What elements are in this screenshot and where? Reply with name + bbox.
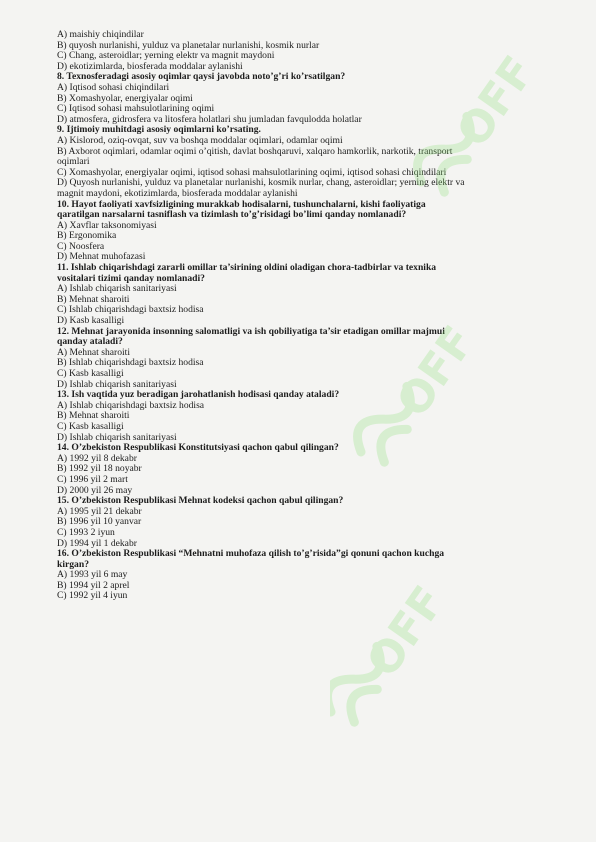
answer-line: D) Ishlab chiqarish sanitariyasi [57, 378, 177, 390]
question-line: qaratilgan narsalarni tasniflash va tizimlash to’g’risidagi bo’limi qanday nomlanadi? [57, 209, 407, 221]
answer-line: A) 1995 yil 21 dekabr [57, 505, 142, 517]
answer-line: B) 1994 yil 2 aprel [57, 579, 130, 591]
answer-line: D) 2000 yil 26 may [57, 484, 133, 496]
answer-line: D) atmosfera, gidrosfera va litosfera holatlari shu jumladan favqulodda holatlar [57, 113, 362, 125]
answer-line: D) ekotizimlarda, biosferada moddalar aylanishi [57, 60, 243, 72]
answer-line: A) Kislorod, oziq-ovqat, suv va boshqa moddalar oqimlari, odamlar oqimi [57, 134, 343, 146]
watermark-text: OFF [447, 47, 545, 157]
question-line: 12. Mehnat jarayonida insonning salomatligi va ish qobiliyatiga ta’sir etadigan omillar majmui [57, 325, 445, 337]
question-line: 16. O’zbekiston Respublikasi “Mehnatni muhofaza qilish to’g’risida”gi qonuni qachon kuchga [57, 548, 445, 560]
answer-line: A) 1993 yil 6 may [57, 569, 128, 581]
answer-line: B) 1996 yil 10 yanvar [57, 516, 142, 528]
answer-line: C) Noosfera [57, 240, 105, 252]
answer-line: B) Ishlab chiqarishdagi baxtsiz hodisa [57, 357, 204, 369]
question-line: 11. Ishlab chiqarishdagi zararli omillar ta’sirining oldini oladigan chora-tadbirlar va texnika [57, 262, 437, 274]
question-line: 13. Ish vaqtida yuz beradigan jarohatlanish hodisasi qanday ataladi? [57, 389, 340, 401]
watermark-text: OFF [357, 577, 455, 687]
answer-line: B) 1992 yil 18 noyabr [57, 463, 142, 475]
question-line: 14. O’zbekiston Respublikasi Konstitutsiyasi qachon qabul qilingan? [57, 442, 339, 454]
question-line: 15. O’zbekiston Respublikasi Mehnat kodeksi qachon qabul qilingan? [57, 495, 344, 507]
answer-line: D) Kasb kasalligi [57, 315, 125, 327]
answer-line: C) Kasb kasalligi [57, 420, 124, 432]
answer-line: B) Axborot oqimlari, odamlar oqimi o’qitish, davlat boshqaruvi, xalqaro hamkorlik, narkotik, transport [57, 145, 453, 157]
question-line: 8. Texnosferadagi asosiy oqimlar qaysi javobda noto’g’ri ko’rsatilgan? [57, 71, 346, 83]
answer-line: magnit maydoni, ekotizimlarda, biosferada moddalar aylanishi [57, 187, 298, 199]
watermark-text: OFF [387, 317, 485, 427]
answer-line: A) 1992 yil 8 dekabr [57, 452, 137, 464]
answer-line: A) Mehnat sharoiti [57, 346, 131, 358]
answer-line: C) 1992 yil 4 iyun [57, 590, 128, 602]
question-line: 9. Ijtimoiy muhitdagi asosiy oqimlarni ko’rsating. [57, 124, 261, 136]
answer-line: A) maishiy chiqindilar [57, 29, 144, 40]
watermark-symbol-icon [330, 638, 397, 726]
answer-line: A) Ishlab chiqarish sanitariyasi [57, 283, 177, 295]
question-line: 10. Hayot faoliyati xavfsizligining murakkab hodisalarni, tushunchalarni, kishi faoliyatiga [57, 198, 426, 210]
answer-line: A) Iqtisod sohasi chiqindilari [57, 81, 170, 93]
answer-line: D) Mehnat muhofazasi [57, 251, 146, 263]
answer-line: C) 1996 yil 2 mart [57, 473, 128, 485]
question-line: kirgan? [57, 558, 89, 570]
answer-line: B) quyosh nurlanishi, yulduz va planetalar nurlanishi, kosmik nurlar [57, 39, 320, 51]
answer-line: D) 1994 yil 1 dekabr [57, 537, 137, 549]
answer-line: C) Xomashyolar, energiyalar oqimi, iqtisod sohasi mahsulotlarining oqimi, iqtisod sohasi chiqindilari [57, 166, 447, 178]
answer-line: B) Mehnat sharoiti [57, 410, 130, 422]
answer-line: C) Kasb kasalligi [57, 368, 124, 379]
answer-line: B) Ergonomika [57, 230, 117, 242]
answer-line: C) Iqtisod sohasi mahsulotlarining oqimi [57, 103, 215, 115]
answer-line: C) Chang, asteroidlar; yerning elektr va magnit maydoni [57, 50, 275, 62]
answer-line: D) Ishlab chiqarish sanitariyasi [57, 431, 177, 443]
answer-line: D) Quyosh nurlanishi, yulduz va planetalar nurlanishi, kosmik nurlar, chang, asteroidlar; yerning elektr va [57, 177, 465, 189]
question-line: qanday ataladi? [57, 336, 123, 348]
answer-line: B) Mehnat sharoiti [57, 293, 130, 305]
question-line: vositalari tizimi qanday nomlanadi? [57, 272, 205, 284]
answer-line: C) 1993 2 iyun [57, 526, 115, 538]
answer-line: A) Xavflar taksonomiyasi [57, 219, 157, 231]
document-page [57, 30, 543, 602]
answer-line: C) Ishlab chiqarishdagi baxtsiz hodisa [57, 304, 204, 316]
answer-line: B) Xomashyolar, energiyalar oqimi [57, 92, 193, 104]
answer-line: oqimlari [57, 156, 90, 168]
answer-line: A) Ishlab chiqarishdagi baxtsiz hodisa [57, 399, 205, 411]
